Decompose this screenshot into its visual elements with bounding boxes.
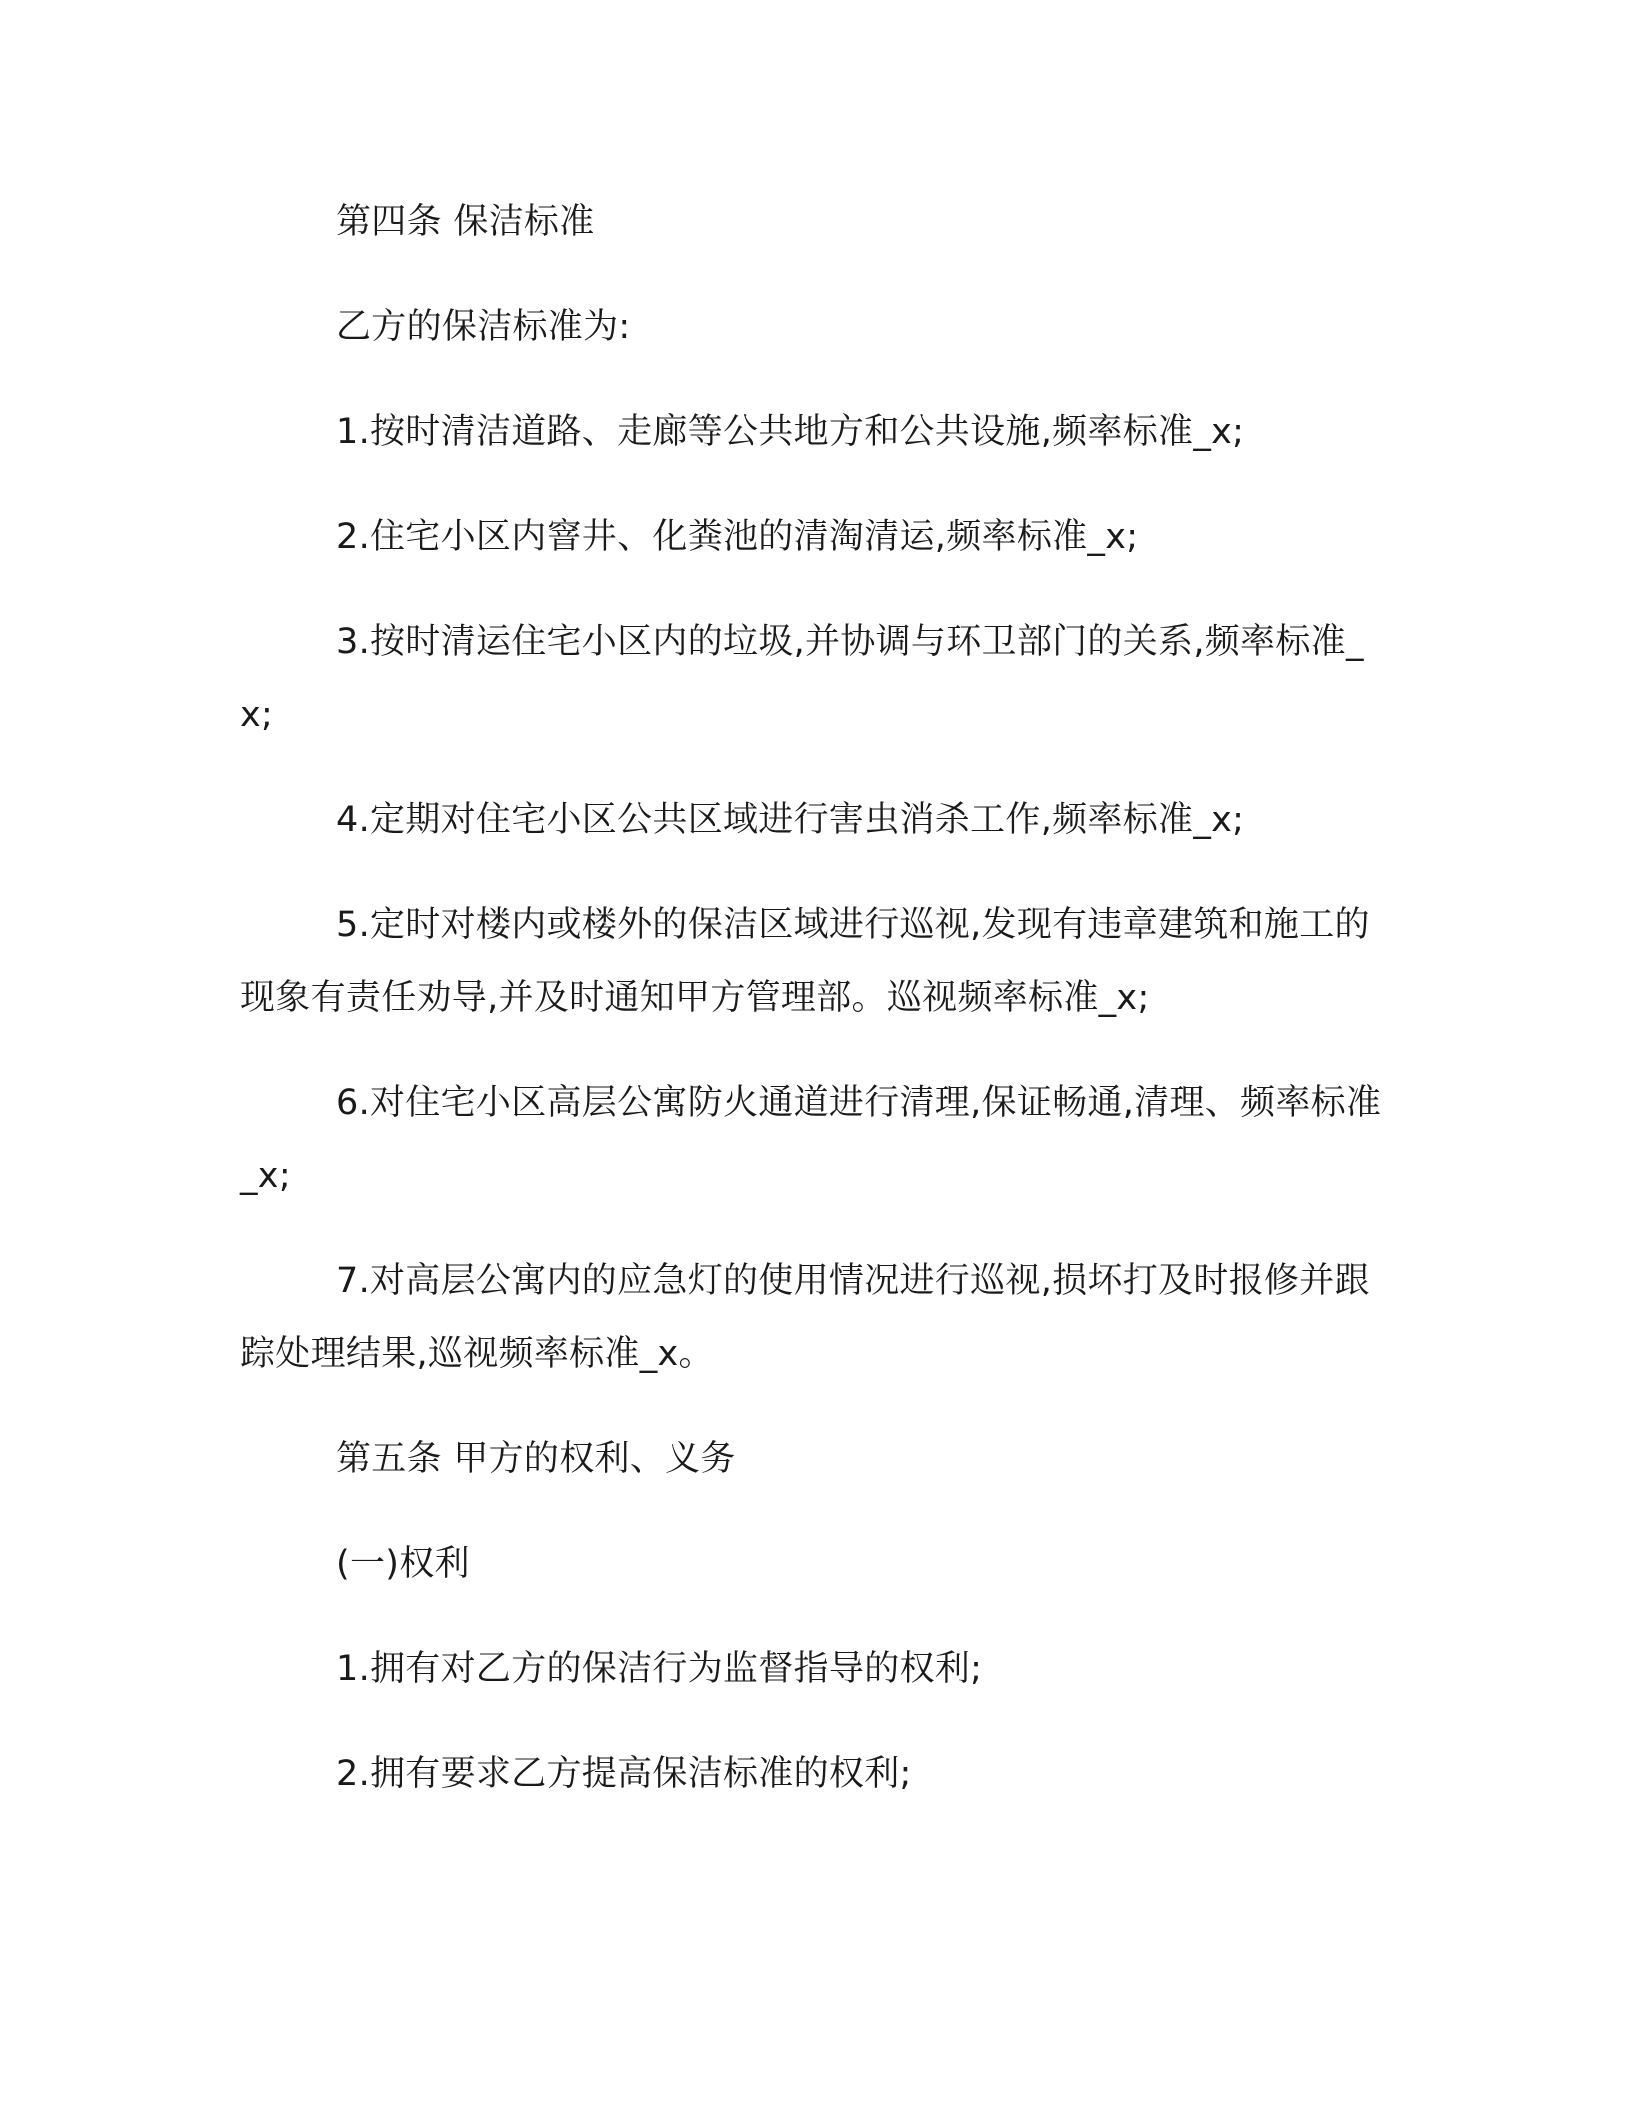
standard-item-2: 2.住宅小区内窨井、化粪池的清淘清运,频率标准_x; — [336, 517, 1139, 557]
section-heading-4: 第四条 保洁标准 — [336, 202, 595, 242]
standard-item-3: 3.按时清运住宅小区内的垃圾,并协调与环卫部门的关系,频率标准_x; — [240, 622, 1364, 735]
standard-item-4: 4.定期对住宅小区公共区域进行害虫消杀工作,频率标准_x; — [336, 800, 1245, 840]
standard-item-7: 7.对高层公寓内的应急灯的使用情况进行巡视,损坏打及时报修并跟踪处理结果,巡视频率标准_x。 — [240, 1261, 1370, 1374]
rights-item-2: 2.拥有要求乙方提高保洁标准的权利; — [336, 1754, 912, 1794]
cleaning-standard-intro: 乙方的保洁标准为: — [336, 307, 631, 347]
section-heading-5: 第五条 甲方的权利、义务 — [336, 1439, 736, 1479]
rights-item-1: 1.拥有对乙方的保洁行为监督指导的权利; — [336, 1649, 983, 1689]
document-body — [240, 186, 1390, 1843]
standard-item-1: 1.按时清洁道路、走廊等公共地方和公共设施,频率标准_x; — [336, 412, 1245, 452]
standard-item-6: 6.对住宅小区高层公寓防火通道进行清理,保证畅通,清理、频率标准_x; — [240, 1083, 1382, 1196]
subsection-rights: (一)权利 — [336, 1544, 470, 1584]
standard-item-5: 5.定时对楼内或楼外的保洁区域进行巡视,发现有违章建筑和施工的现象有责任劝导,并及时通知甲方管理部。巡视频率标准_x; — [240, 905, 1370, 1018]
